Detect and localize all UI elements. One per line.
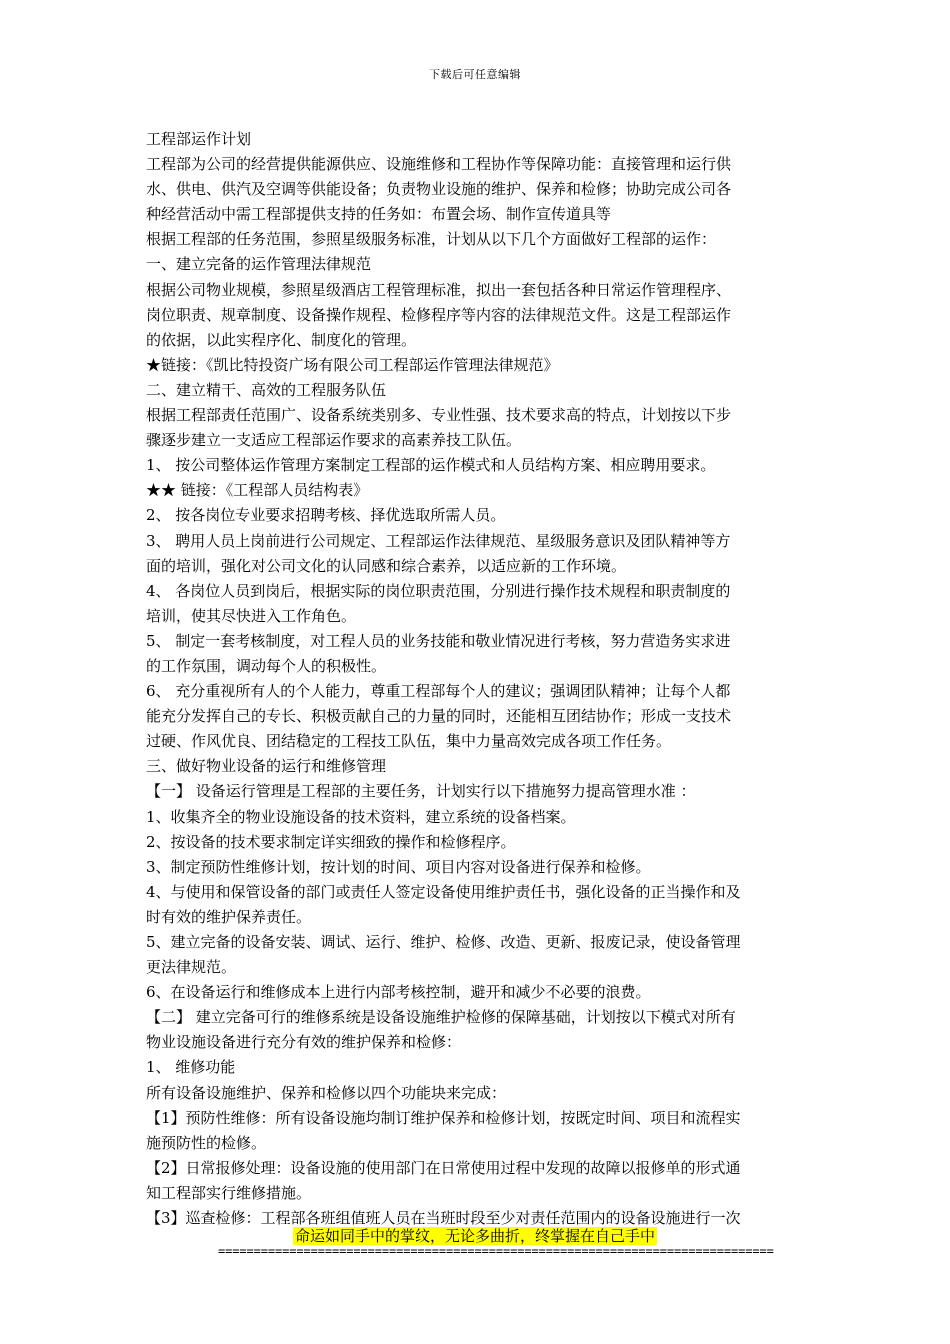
text-line: 5、建立完备的设备安装、调试、运行、维护、检修、改造、更新、报废记录，使设备管理	[146, 933, 741, 951]
text-line: 1、 按公司整体运作管理方案制定工程部的运作模式和人员结构方案、相应聘用要求。	[146, 456, 716, 475]
text-line: 骤逐步建立一支适应工程部运作要求的高素养技工队伍。	[146, 431, 522, 450]
text-line: 的依据，以此实程序化、制度化的管理。	[146, 330, 417, 349]
text-line: 根据公司物业规模，参照星级酒店工程管理标准，拟出一套包括各种日常运作管理程序、	[146, 280, 732, 299]
footer-divider-rule: ==============================================================================	[218, 1244, 774, 1258]
text-line: 面的培训，强化对公司文化的认同感和综合素养，以适应新的工作环境。	[146, 556, 627, 575]
text-line: ★链接：《凯比特投资广场有限公司工程部运作管理法律规范》	[146, 355, 559, 374]
text-line: 【3】巡查检修：工程部各班组值班人员在当班时段至少对责任范围内的设备设施进行一次	[146, 1209, 741, 1228]
text-line: 的工作氛围，调动每个人的积极性。	[146, 656, 387, 675]
footer-motto	[0, 1225, 950, 1246]
text-line: 6、在设备运行和维修成本上进行内部考核控制，避开和减少不必要的浪费。	[146, 983, 651, 1002]
text-line: 物业设施设备进行充分有效的维护保养和检修：	[146, 1033, 462, 1052]
document-body	[146, 127, 810, 1231]
text-line: 知工程部实行维修措施。	[146, 1183, 312, 1202]
text-line: 4、 各岗位人员到岗后，根据实际的岗位职责范围，分别进行操作技术规程和职责制度的	[146, 581, 731, 600]
text-line: 2、按设备的技术要求制定详实细致的操作和检修程序。	[146, 832, 516, 851]
text-line: 【1】预防性维修：所有设备设施均制订维护保养和检修计划，按既定时间、项目和流程实	[146, 1108, 741, 1127]
text-line: 5、 制定一套考核制度，对工程人员的业务技能和敬业情况进行考核，努力营造务实求进	[146, 631, 731, 650]
page-header-note: 下载后可任意编辑	[429, 68, 521, 81]
text-line: 4、与使用和保管设备的部门或责任人签定设备使用维护责任书，强化设备的正当操作和及	[146, 882, 741, 901]
text-line: 1、收集齐全的物业设施设备的技术资料，建立系统的设备档案。	[146, 807, 576, 826]
text-line: 【一】 设备运行管理是工程部的主要任务，计划实行以下措施努力提高管理水准 ：	[146, 782, 696, 801]
text-line: 培训，使其尽快进入工作角色。	[146, 606, 357, 625]
text-line: 【二】 建立完备可行的维修系统是设备设施维护检修的保障基础，计划按以下模式对所有	[146, 1008, 736, 1027]
text-line: 所有设备设施维护、保养和检修以四个功能块来完成：	[146, 1083, 507, 1102]
text-line: 种经营活动中需工程部提供支持的任务如：布置会场、制作宣传道具等	[146, 205, 612, 224]
document-title: 工程部运作计划	[146, 130, 252, 148]
text-line: 6、 充分重视所有人的个人能力，尊重工程部每个人的建议；强调团队精神；让每个人都	[146, 682, 731, 701]
text-line: 能充分发挥自己的专长、积极贡献自己的力量的同时，还能相互团结协作；形成一支技术	[146, 707, 732, 726]
text-line: 水、供电、供汽及空调等供能设备；负责物业设施的维护、保养和检修；协助完成公司各	[146, 180, 732, 199]
text-line: 3、制定预防性维修计划，按计划的时间、项目内容对设备进行保养和检修。	[146, 857, 651, 876]
text-line: 2、 按各岗位专业要求招聘考核、择优选取所需人员。	[146, 506, 506, 525]
text-line: 工程部为公司的经营提供能源供应、设施维修和工程协作等保障功能：直接管理和运行供	[146, 155, 732, 174]
text-line: 更法律规范。	[146, 958, 237, 977]
text-line: 根据工程部责任范围广、设备系统类别多、专业性强、技术要求高的特点，计划按以下步	[146, 406, 732, 425]
text-line: 岗位职责、规章制度、设备操作规程、检修程序等内容的法律规范文件。这是工程部运作	[146, 305, 732, 324]
text-line: 过硬、作风优良、团结稳定的工程技工队伍，集中力量高效完成各项工作任务。	[146, 732, 672, 751]
footer-motto-text: 命运如同手中的掌纹，无论多曲折，终掌握在自己手中	[294, 1227, 655, 1245]
text-line: 【2】日常报修处理：设备设施的使用部门在日常使用过程中发现的故障以报修单的形式通	[146, 1158, 741, 1177]
text-line: 根据工程部的任务范围，参照星级服务标准，计划从以下几个方面做好工程部的运作：	[146, 230, 717, 249]
text-line: 一、建立完备的运作管理法律规范	[146, 255, 372, 274]
text-line: 时有效的维护保养责任。	[146, 907, 312, 926]
text-line: ★★ 链接：《工程部人员结构表》	[146, 481, 369, 500]
text-line: 1、 维修功能	[146, 1058, 236, 1077]
text-line: 施预防性的检修。	[146, 1133, 267, 1152]
text-line: 二、建立精干、高效的工程服务队伍	[146, 380, 387, 399]
text-line: 3、 聘用人员上岗前进行公司规定、工程部运作法律规范、星级服务意识及团队精神等方	[146, 531, 731, 550]
text-line: 三、做好物业设备的运行和维修管理	[146, 757, 387, 776]
